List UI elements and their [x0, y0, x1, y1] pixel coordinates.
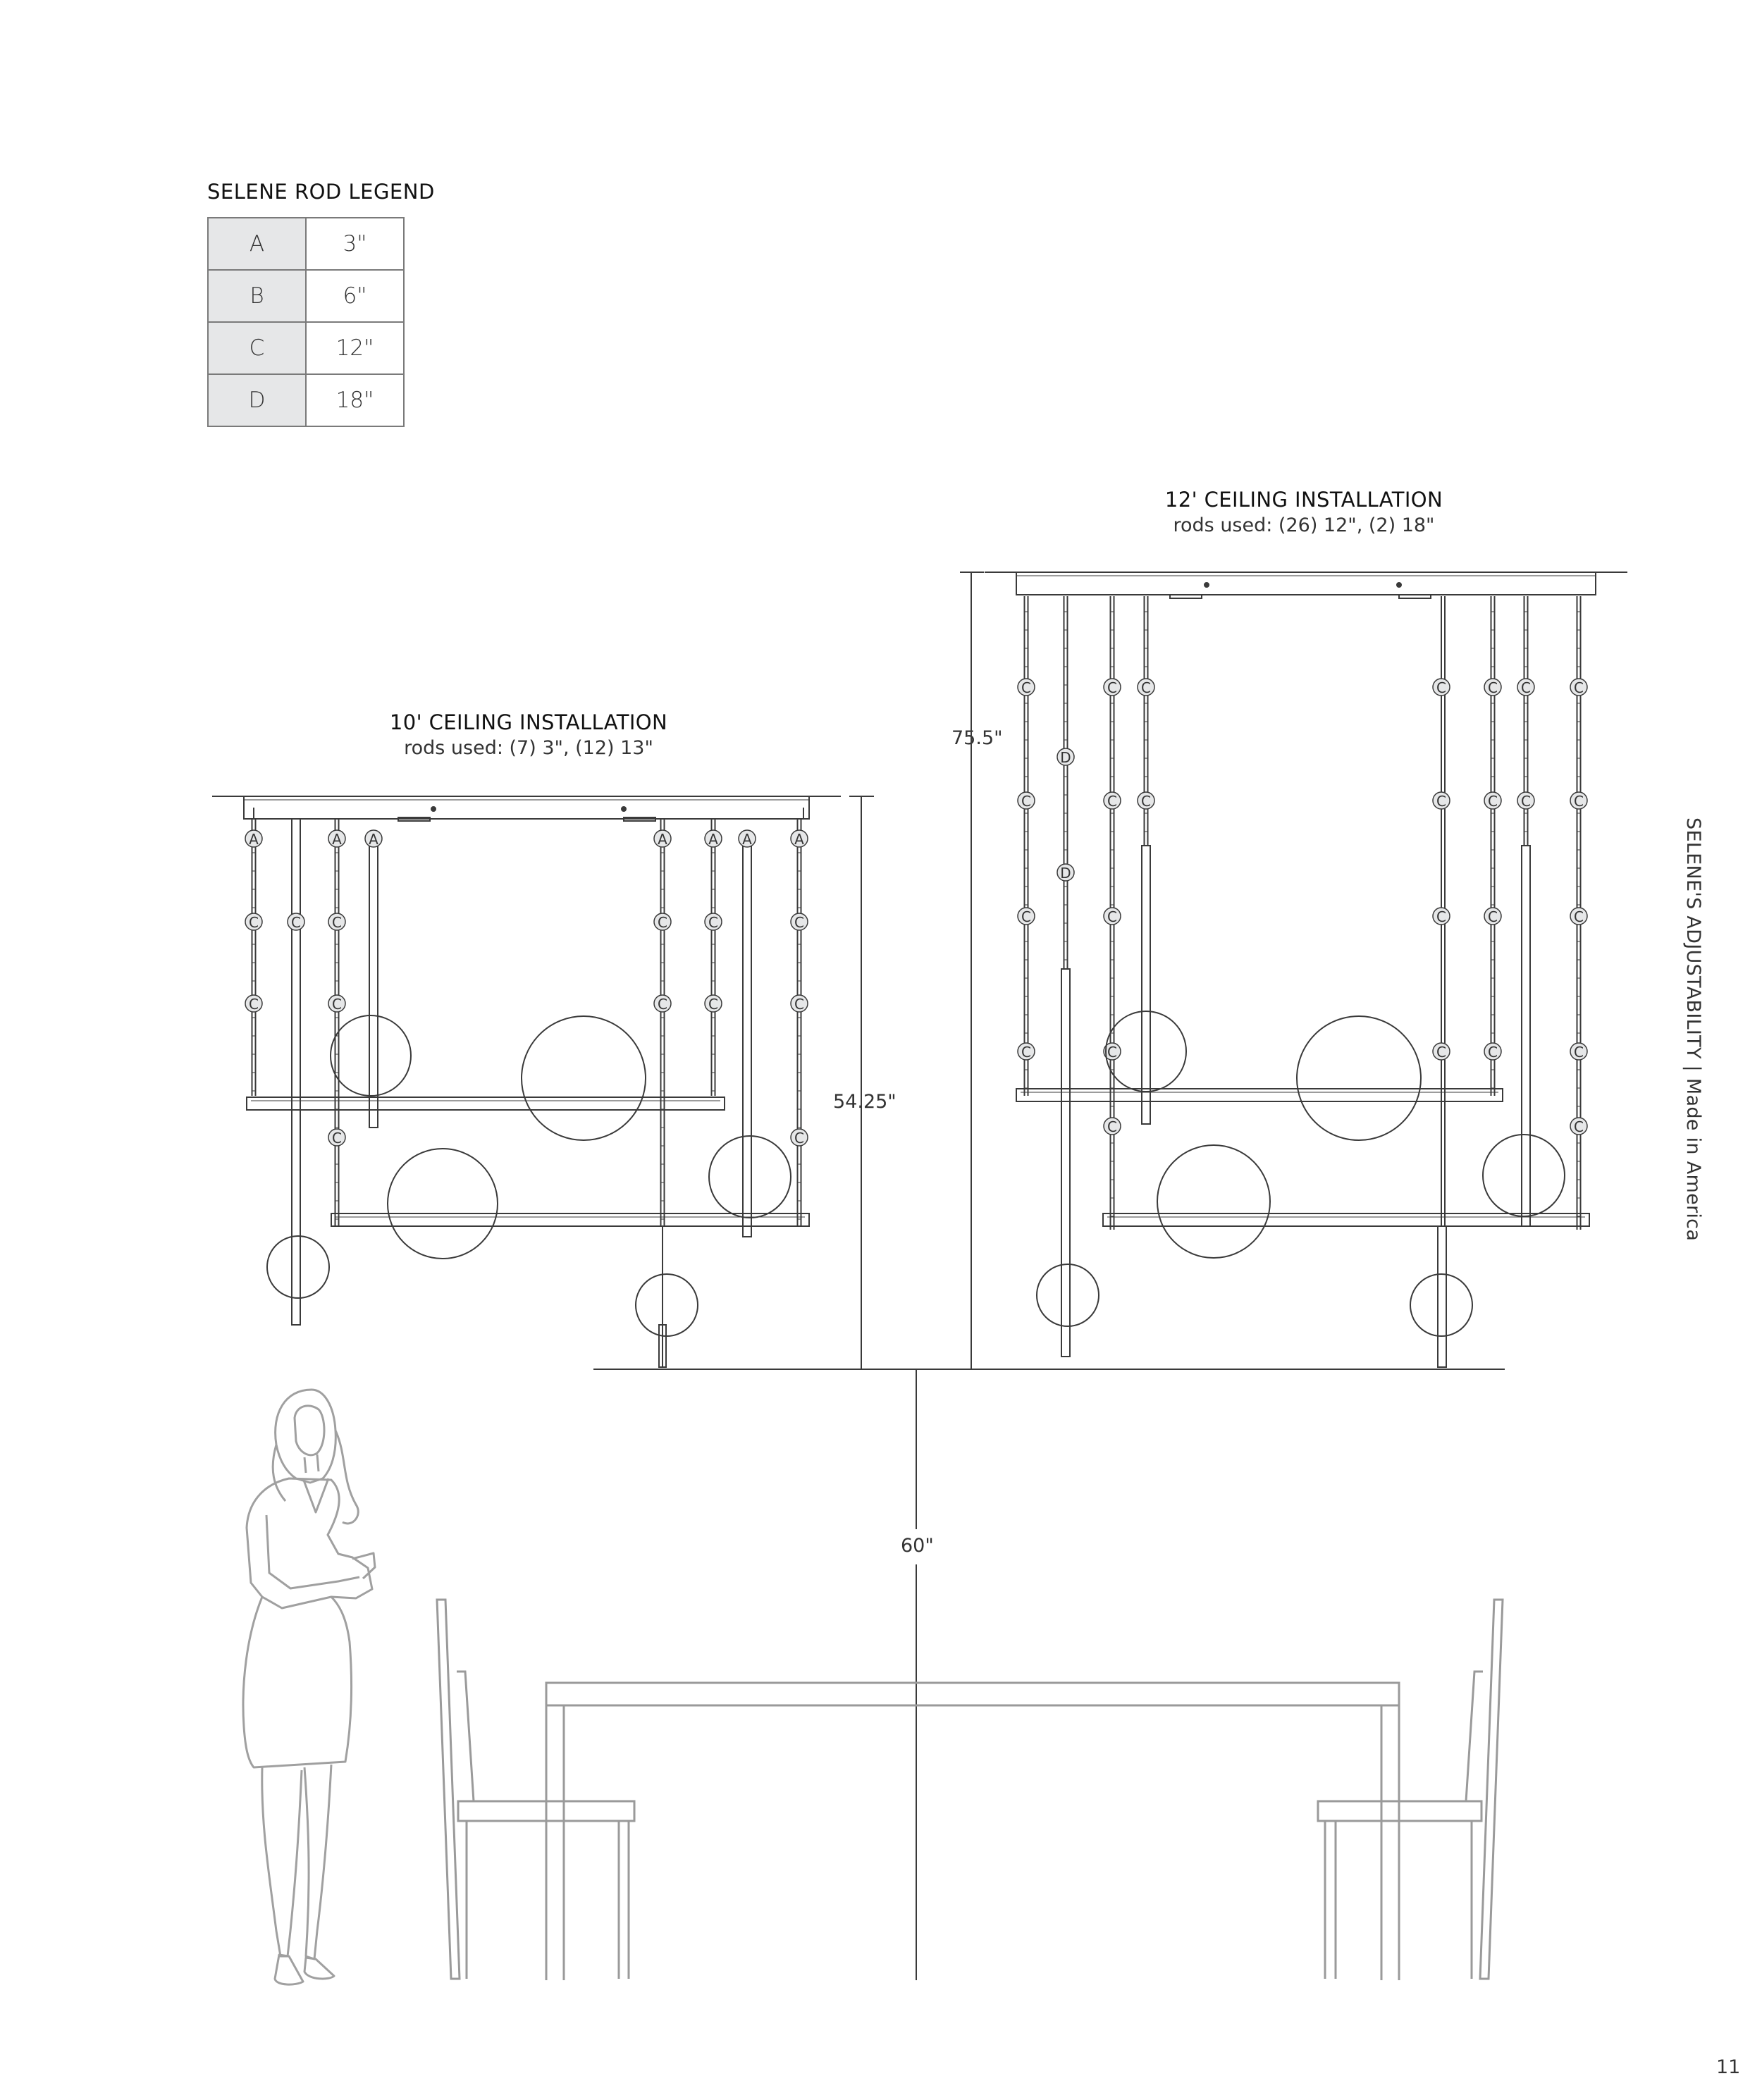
rod-label-letter: A [369, 831, 378, 848]
legend-length: 18" [306, 374, 404, 426]
rod-label-letter: C [249, 996, 259, 1013]
rod-label-letter: C [1574, 1044, 1584, 1061]
rod-label-letter: C [1021, 793, 1031, 810]
canopy-screw [1397, 583, 1401, 587]
height-12ft-dimension: 75.5" [951, 727, 1003, 749]
rod-label-letter: A [249, 831, 259, 848]
pendant-tube [1438, 1226, 1446, 1367]
chair-back-slat [457, 1672, 474, 1801]
light-bar [1016, 1089, 1503, 1101]
leg-left [262, 1767, 302, 1956]
rod-label-letter: C [1488, 679, 1498, 696]
legend-code: B [208, 270, 306, 322]
rod-label-letter: C [332, 1130, 342, 1147]
rod-label-letter: C [332, 914, 342, 931]
rod-label-letter: C [794, 1130, 804, 1147]
rod-label-letter: C [708, 996, 718, 1013]
rod-label-letter: C [1141, 793, 1151, 810]
canopy-bracket [1399, 595, 1431, 598]
canopy-screw [622, 807, 626, 811]
rod-label-letter: C [1436, 908, 1446, 925]
rod-label-letter: C [1021, 679, 1031, 696]
sidebar-text: SELENE'S ADJUSTABILITY | Made in America [1682, 817, 1704, 1242]
rod-label-letter: C [794, 914, 804, 931]
rod-label-letter: C [1107, 793, 1117, 810]
canopy-bracket [1170, 595, 1202, 598]
glass-globe [1410, 1274, 1472, 1336]
rod-label-letter: C [1107, 1044, 1117, 1061]
glass-globe [1297, 1016, 1421, 1140]
pendant-tube [1142, 846, 1150, 1124]
dimension-lines [593, 572, 1505, 1980]
rod-label-letter: C [658, 914, 667, 931]
glass-globe [267, 1236, 329, 1298]
rod-label-letter: D [1060, 749, 1071, 766]
caption-12ft-title: 12' CEILING INSTALLATION [1164, 488, 1443, 512]
rod-label-letter: C [708, 914, 718, 931]
canopy-screw [1205, 583, 1209, 587]
glass-globe [1157, 1145, 1270, 1258]
height-10ft-dimension: 54.25" [833, 1091, 897, 1113]
pendant-tube [1061, 969, 1070, 1357]
caption-10ft-rods: rods used: (7) 3", (12) 13" [404, 737, 653, 759]
page-number: 11 [1716, 2056, 1741, 2078]
rod-label-letter: C [1436, 793, 1446, 810]
clearance-dimension: 60" [901, 1535, 934, 1557]
rod-label-letter: C [249, 914, 259, 931]
rod-label-letter: C [1521, 679, 1531, 696]
skirt [243, 1597, 351, 1767]
legend-length: 12" [306, 322, 404, 374]
chandelier-10ft [212, 796, 841, 1367]
light-bar [247, 1097, 725, 1110]
rod-label-letter: C [1574, 1118, 1584, 1135]
chair-back-slat [1466, 1672, 1483, 1801]
glass-globe [709, 1136, 791, 1218]
rod-label-letter: C [1488, 908, 1498, 925]
rod-label-letter: C [1574, 679, 1584, 696]
rod-label-letter: C [1436, 679, 1446, 696]
rod-label-letter: C [1107, 1118, 1117, 1135]
rod-label-letter: C [1488, 793, 1498, 810]
caption-12ft-rods: rods used: (26) 12", (2) 18" [1173, 514, 1435, 536]
chair-back-post [437, 1600, 460, 1979]
rod-label-letter: C [1574, 793, 1584, 810]
neck [304, 1454, 319, 1473]
face [295, 1406, 324, 1455]
legend-code: A [208, 218, 306, 270]
legend-code: C [208, 322, 306, 374]
glass-globe [331, 1015, 411, 1096]
shoe-right [304, 1958, 334, 1979]
collar [303, 1478, 328, 1512]
caption-10ft-title: 10' CEILING INSTALLATION [389, 710, 668, 734]
rod-label-letter: C [1021, 908, 1031, 925]
legend-length: 3" [306, 218, 404, 270]
leg-right [304, 1765, 331, 1959]
table-top [546, 1683, 1399, 1705]
rod-label-letter: C [291, 914, 301, 931]
rod-label-letter: C [1574, 908, 1584, 925]
rod-label-letter: A [794, 831, 804, 848]
pendant-tube [369, 839, 378, 1128]
rod-label-letter: A [332, 831, 342, 848]
crossed-arms [266, 1515, 359, 1588]
rod-label-letter: C [1107, 679, 1117, 696]
chandelier-12ft [985, 572, 1627, 1367]
pendant-tube [1522, 846, 1530, 1226]
rod-label-letter: C [1436, 1044, 1446, 1061]
rod-label-letter: C [1021, 1044, 1031, 1061]
rod-label-letter: C [1141, 679, 1151, 696]
shoe-left [275, 1955, 303, 1984]
rod-label-letter: D [1060, 865, 1071, 882]
canopy-screw [431, 807, 436, 811]
pendant-tube [743, 839, 751, 1237]
legend-title: SELENE ROD LEGEND [207, 180, 435, 204]
rod-label-letter: C [1521, 793, 1531, 810]
pendant-tube [292, 819, 300, 1325]
rod-label-letter: A [742, 831, 752, 848]
dining-set [437, 1600, 1503, 1980]
rod-label-letter: C [658, 996, 667, 1013]
legend-length: 6" [306, 270, 404, 322]
woman-figure [243, 1390, 375, 1984]
glass-globe [522, 1016, 646, 1140]
glass-globe [1037, 1264, 1099, 1326]
rod-label-letter: C [1107, 908, 1117, 925]
legend-code: D [208, 374, 306, 426]
chair-back-post [1480, 1600, 1503, 1979]
glass-globe [388, 1149, 498, 1259]
rod-label-letter: C [1488, 1044, 1498, 1061]
rod-label-letter: A [708, 831, 718, 848]
glass-globe [1483, 1135, 1565, 1216]
rod-label-letter: C [794, 996, 804, 1013]
rod-label-letter: C [332, 996, 342, 1013]
rod-label-letter: A [658, 831, 667, 848]
